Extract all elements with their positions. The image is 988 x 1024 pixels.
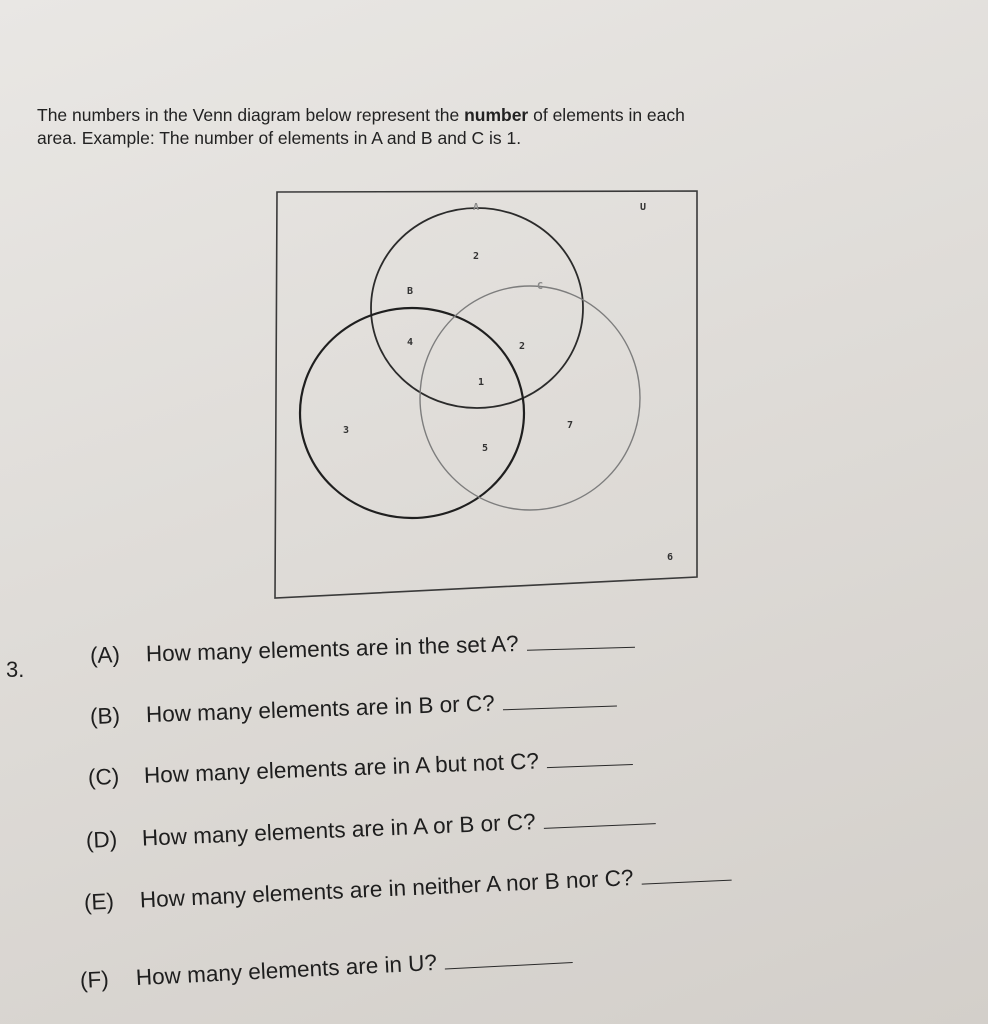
set-b-label: B bbox=[407, 286, 414, 297]
question-text: How many elements are in B or C? bbox=[145, 690, 496, 728]
question-text: How many elements are in U? bbox=[135, 949, 438, 991]
question-f bbox=[79, 943, 573, 994]
region-b-only: 3 bbox=[343, 425, 350, 436]
answer-blank-d[interactable] bbox=[544, 822, 656, 829]
question-text: How many elements are in neither A nor B nor C? bbox=[139, 865, 634, 913]
question-e bbox=[83, 861, 732, 916]
emphasis-number: number bbox=[464, 105, 529, 125]
question-label: (E) bbox=[83, 888, 115, 915]
region-a-b-c: 1 bbox=[478, 377, 485, 388]
question-b bbox=[90, 687, 617, 730]
instructions bbox=[37, 104, 857, 150]
question-a bbox=[90, 628, 635, 669]
region-a-and-b: 4 bbox=[407, 337, 414, 348]
answer-blank-f[interactable] bbox=[445, 961, 573, 969]
problem-number: 3. bbox=[6, 657, 25, 682]
question-c bbox=[88, 745, 634, 791]
question-label: (D) bbox=[85, 826, 118, 853]
question-text: How many elements are in the set A? bbox=[145, 631, 519, 667]
universe-rectangle bbox=[275, 191, 697, 598]
instructions-line-2: area. Example: The number of elements in A and B and C is 1. bbox=[37, 128, 522, 148]
answer-blank-c[interactable] bbox=[547, 763, 633, 768]
question-label: (A) bbox=[89, 642, 121, 668]
region-a-only: 2 bbox=[473, 251, 480, 262]
set-c-label: C bbox=[537, 281, 544, 292]
instructions-line-1: The numbers in the Venn diagram below represent the number of elements in each bbox=[37, 105, 685, 125]
region-a-and-c: 2 bbox=[519, 341, 526, 352]
answer-blank-a[interactable] bbox=[527, 646, 635, 651]
question-text: How many elements are in A or B or C? bbox=[141, 809, 537, 851]
question-label: (B) bbox=[89, 703, 121, 729]
circle-c bbox=[420, 286, 640, 510]
question-label: (F) bbox=[79, 966, 110, 993]
question-text: How many elements are in A but not C? bbox=[143, 748, 540, 788]
venn-diagram bbox=[270, 185, 702, 605]
question-label: (C) bbox=[87, 763, 120, 790]
answer-blank-b[interactable] bbox=[503, 705, 617, 711]
universe-label: U bbox=[640, 202, 647, 213]
region-outside: 6 bbox=[667, 552, 674, 563]
region-b-and-c: 5 bbox=[482, 443, 489, 454]
region-c-only: 7 bbox=[567, 420, 574, 431]
question-d bbox=[85, 804, 656, 854]
answer-blank-e[interactable] bbox=[642, 879, 732, 885]
venn-svg bbox=[270, 185, 702, 605]
set-a-label: A bbox=[473, 202, 480, 213]
